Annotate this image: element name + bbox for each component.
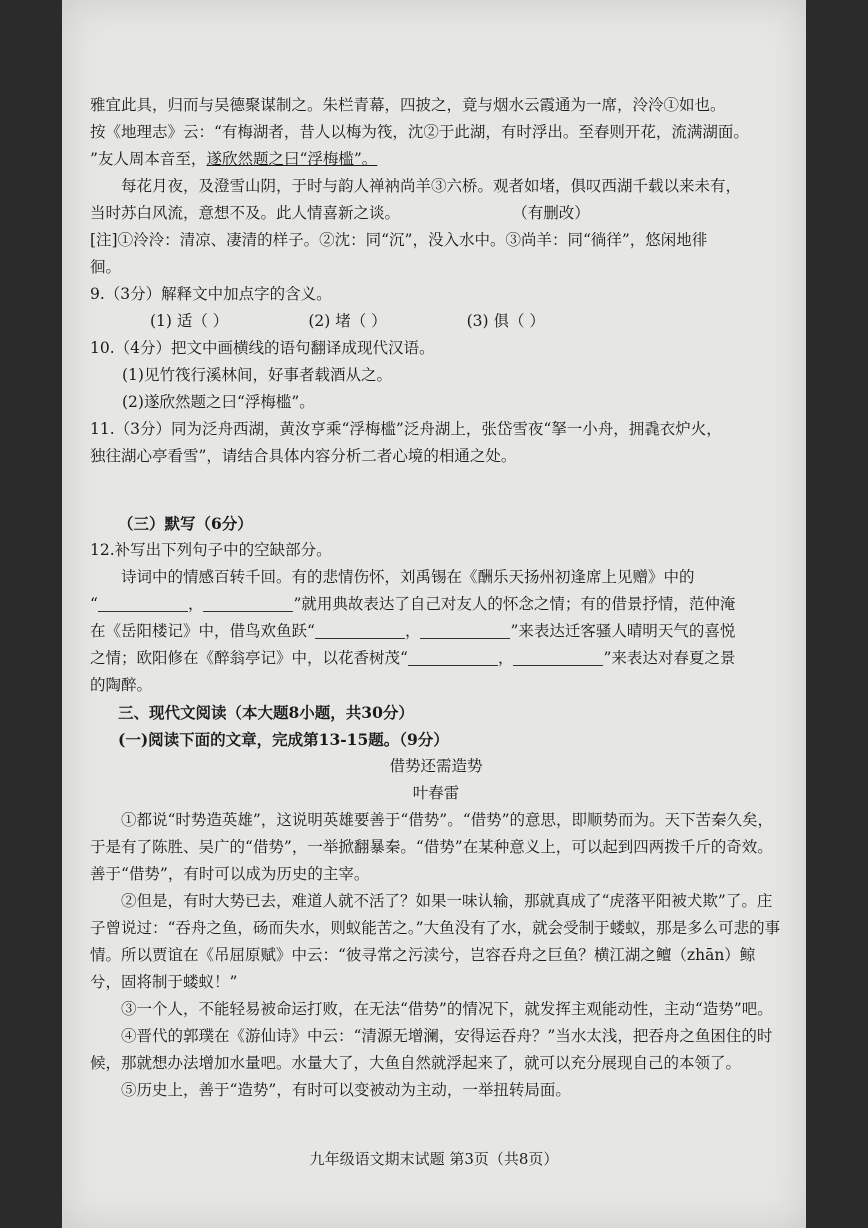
classical-line-3-pre: ”友人周本音至， — [90, 150, 207, 168]
q12-text: ， — [187, 595, 204, 613]
underlined-sentence: 遂欣然题之曰“浮梅槛”。 — [206, 150, 378, 168]
classical-line-1: 雅宜此具，归而与吴德聚谋制之。朱栏青幕，四披之，竟与烟水云霞通为一席，泠泠①如也。 — [90, 96, 726, 114]
classical-line-4: 每花月夜，及澄雪山阴，于时与韵人禅衲尚羊③六桥。观者如堵，俱叹西湖千载以来未有， — [121, 177, 742, 195]
classical-line-2: 按《地理志》云：“有梅湖者，昔人以梅为筏，沈②于此湖，有时浮出。至春则开花，流满湖面。 — [90, 123, 749, 141]
blank-4[interactable] — [420, 620, 510, 639]
q9-option-2: (2) 堵（ ） — [308, 312, 387, 330]
article-author: 叶春雷 — [412, 784, 460, 802]
page-footer: 九年级语文期末试题 第3页（共8页） — [309, 1150, 559, 1168]
q12-text: ， — [404, 622, 421, 640]
reading-1-heading: (一)阅读下面的文章，完成第13-15题。（9分） — [118, 730, 449, 749]
blank-3[interactable] — [315, 620, 405, 639]
q12-line-5: 的陶醉。 — [90, 676, 153, 694]
article-paragraph-3: ③一个人，不能轻易被命运打败，在无法“借势”的情况下，就发挥主观能动性，主动“造势”吧。 — [121, 1000, 773, 1018]
source-note: （有删改） — [520, 204, 590, 222]
q12-text: “ — [90, 595, 98, 613]
section-dictation: （三）默写（6分） — [118, 514, 253, 533]
q9-option-1: (1) 适（ ） — [150, 312, 229, 330]
q12-text: ， — [497, 649, 514, 667]
blank-2[interactable] — [203, 593, 293, 612]
article-paragraph-5: ⑤历史上，善于“造势”，有时可以变被动为主动，一举扭转局面。 — [121, 1081, 571, 1099]
q10-item-2: (2)遂欣然题之曰“浮梅槛”。 — [122, 393, 315, 411]
blank-1[interactable] — [98, 593, 188, 612]
classical-line-5-text: 当时苏白风流，意想不及。此人情喜新之谈。 — [90, 204, 401, 222]
q12-line-4 — [90, 645, 782, 672]
q11-line-1: 11.（3分）同为泛舟西湖，黄汝亨乘“浮梅槛”泛舟湖上，张岱雪夜“拏一小舟，拥毳衣炉火， — [90, 420, 722, 438]
q9-option-3: (3) 俱（ ） — [466, 312, 545, 330]
blank-5[interactable] — [408, 647, 498, 666]
q9-stem: 9.（3分）解释文中加点字的含义。 — [90, 285, 332, 303]
part-modern-reading: 三、现代文阅读（本大题8小题，共30分） — [118, 703, 414, 722]
q12-text: 在《岳阳楼记》中，借鸟欢鱼跃“ — [90, 622, 315, 640]
article-paragraph-1: ①都说“时势造英雄”，这说明英雄要善于“借势”。“借势”的意思，即顺势而为。天下苦秦久矣，于是有了陈胜、吴广的“借势”，一举掀翻暴秦。“借势”在某种意义上，可以起到四两拨千斤的奇效。善于“借势”，有时可以成为历史的主宰。 — [90, 811, 774, 883]
q9-options — [90, 308, 782, 335]
q12-text: ”来表达迁客骚人晴明天气的喜悦 — [510, 622, 736, 640]
annotation-line-2: 徊。 — [90, 258, 122, 276]
answer-space — [90, 470, 782, 510]
blank-6[interactable] — [513, 647, 603, 666]
q12-line-1: 诗词中的情感百转千回。有的悲情伤怀，刘禹锡在《酬乐天扬州初逢席上见赠》中的 — [121, 568, 695, 586]
classical-line-5 — [90, 200, 782, 227]
page-content — [90, 92, 782, 1104]
q12-text: 之情；欧阳修在《醉翁亭记》中，以花香树茂“ — [90, 649, 408, 667]
exam-page — [62, 0, 806, 1228]
q12-stem: 12.补写出下列句子中的空缺部分。 — [90, 541, 332, 559]
article-paragraph-2: ②但是，有时大势已去，难道人就不活了？如果一味认输，那就真成了“虎落平阳被犬欺”了。庄子曾说过：“吞舟之鱼，砀而失水，则蚁能苦之。”大鱼没有了水，就会受制于蝼蚁，那是多么可悲的事情。所以贾谊在《吊屈原赋》中云：“彼寻常之污渎兮，岂容吞舟之巨鱼？横江湖之鳣（zhān）鲸兮，固将制于蝼蚁！” — [90, 892, 781, 991]
q12-line-3 — [90, 618, 782, 645]
q12-line-2 — [90, 591, 782, 618]
q12-text: ”来表达对春夏之景 — [603, 649, 736, 667]
classical-line-3 — [90, 146, 782, 173]
q10-stem: 10.（4分）把文中画横线的语句翻译成现代汉语。 — [90, 339, 435, 357]
article-title: 借势还需造势 — [389, 757, 483, 775]
q10-item-1: (1)见竹筏行溪林间，好事者载酒从之。 — [122, 366, 392, 384]
q12-text: ”就用典故表达了自己对友人的怀念之情；有的借景抒情，范仲淹 — [293, 595, 736, 613]
article-paragraph-4: ④晋代的郭璞在《游仙诗》中云：“清源无增澜，安得运吞舟？”当水太浅，把吞舟之鱼困住的时候，那就想办法增加水量吧。水量大了，大鱼自然就浮起来了，就可以充分展现自己的本领了。 — [90, 1027, 773, 1072]
q11-line-2: 独往湖心亭看雪”，请结合具体内容分析二者心境的相通之处。 — [90, 447, 517, 465]
annotation-line-1: [注]①泠泠：清凉、凄清的样子。②沈：同“沉”，没入水中。③尚羊：同“徜徉”，悠闲地徘 — [90, 231, 708, 249]
